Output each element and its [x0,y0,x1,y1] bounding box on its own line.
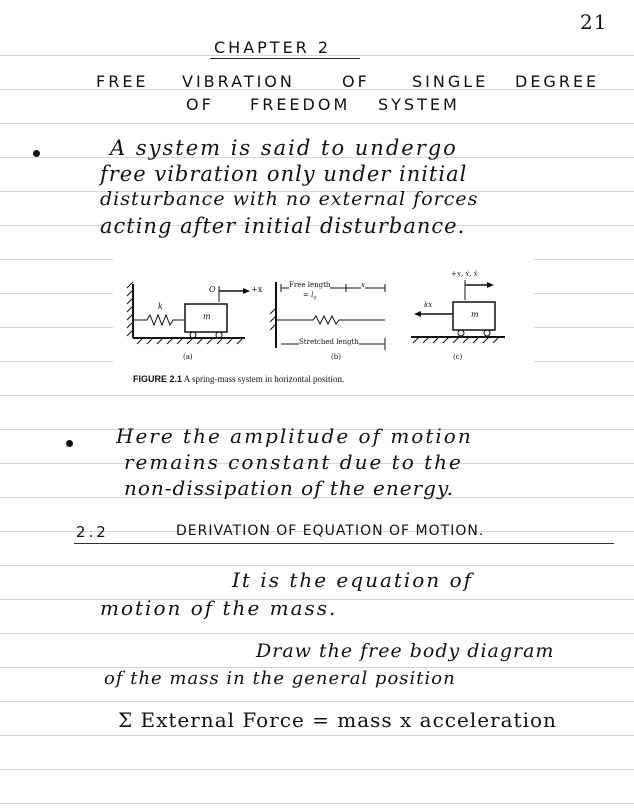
title-word-of: OF [342,72,370,91]
fig-sub-b: (b) [331,353,341,361]
fig-xdots-label: +x, ẋ, ẍ [451,270,478,278]
fig-x-label: x [361,281,365,289]
fig-stretched-length: Stretched length [299,338,359,346]
fig-l0-label: = $l_0$ [303,291,317,302]
title-word-of-2: OF [186,95,214,114]
title-word-free: FREE [96,72,149,91]
fig-m-label-a: m [203,312,211,321]
para1-line-3: disturbance with no external forces [100,188,479,210]
fig-m-label-c: m [471,310,479,319]
figure-caption [133,374,344,384]
title-word-single: SINGLE [412,72,489,91]
figure-caption-text: A spring-mass system in horizontal position. [183,374,345,384]
para2-line-2: remains constant due to the [124,450,463,474]
fig-O-label: O [209,285,216,294]
fig-sub-c: (c) [453,353,463,361]
page-number: 21 [580,10,608,34]
fig-plus-x-a: +x [251,285,263,294]
para4-line-2: of the mass in the general position [104,668,456,689]
fig-kx-label: kx [424,301,433,309]
para1-line-2: free vibration only under initial [100,162,468,186]
figure-spring-mass [113,258,534,394]
para3-line-1: It is the equation of [232,568,474,592]
figure-caption-label: FIGURE 2.1 [133,374,183,384]
para4-line-1: Draw the free body diagram [256,640,555,662]
title-word-vibration: VIBRATION [182,72,295,91]
para3-line-2: motion of the mass. [100,596,338,620]
fig-k-label: k [158,302,163,311]
title-word-degree: DEGREE [515,72,600,91]
title-word-freedom: FREEDOM [250,95,351,114]
bullet-2 [66,440,73,447]
para1-line-4: acting after initial disturbance. [100,214,466,238]
title-word-system: SYSTEM [378,95,460,114]
para2-line-3: non-dissipation of the energy. [124,476,454,500]
section-number: 2.2 [76,523,109,541]
fig-sub-a: (a) [183,353,193,361]
bullet-1 [33,150,40,157]
para1-line-1: A system is said to undergo [110,136,458,160]
chapter-underline [210,58,360,59]
section-title: DERIVATION OF EQUATION OF MOTION. [176,523,485,539]
section-rule [74,543,614,544]
chapter-heading: CHAPTER 2 [214,38,332,57]
fig-free-length: Free length [289,281,331,289]
para2-line-1: Here the amplitude of motion [116,424,473,448]
force-equation: Σ External Force = mass x acceleration [118,708,557,732]
